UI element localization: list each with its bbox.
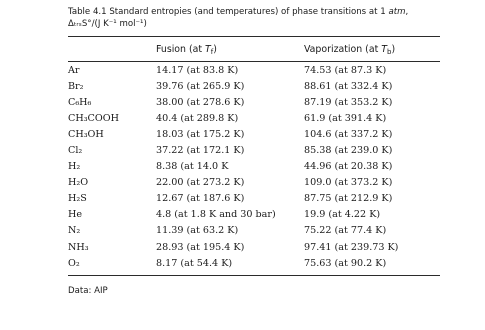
fusion-cell: 39.76 (at 265.9 K) [156, 80, 245, 92]
header-row [68, 37, 440, 56]
caption-prefix: Table 4.1 Standard entropies (and temperatures) of phase transitions at 1 [68, 7, 386, 17]
fusion-cell: 4.8 (at 1.8 K and 30 bar) [156, 209, 276, 221]
fusion-cell: 8.38 (at 14.0 K [156, 161, 229, 173]
header-vap-t: T [381, 43, 387, 55]
vaporization-cell: 75.22 (at 77.4 K) [304, 225, 387, 237]
fusion-cell: 8.17 (at 54.4 K) [156, 257, 233, 269]
substance-cell: CH₃COOH [68, 112, 119, 124]
table-row [68, 207, 440, 223]
substance-cell: He [68, 209, 83, 221]
header-fusion [156, 37, 304, 56]
header-vap-sub: b [386, 47, 392, 56]
header-fusion-sub: f [210, 47, 214, 56]
fusion-cell: 14.17 (at 83.8 K) [156, 64, 239, 76]
data-source-note: Data: AIP [68, 286, 108, 297]
header-vap-end: ) [391, 43, 396, 55]
table-caption-line-2: ΔₜᵣₛS°/(J K⁻¹ mol⁻¹) [68, 19, 147, 29]
caption-unit: atm [388, 7, 406, 17]
table-caption-line-1 [68, 6, 440, 18]
caption-end: , [405, 7, 409, 17]
substance-cell: CH₃OH [68, 128, 104, 140]
table-row [68, 175, 440, 191]
fusion-cell: 38.00 (at 278.6 K) [156, 96, 245, 108]
substance-cell: Ar [68, 64, 80, 76]
entropy-table-body [68, 62, 440, 271]
vaporization-cell: 74.53 (at 87.3 K) [304, 64, 387, 76]
vaporization-cell: 109.0 (at 373.2 K) [304, 177, 393, 189]
substance-cell: N₂ [68, 225, 81, 237]
table-row [68, 94, 440, 110]
fusion-cell: 40.4 (at 289.8 K) [156, 112, 239, 124]
vaporization-cell: 19.9 (at 4.22 K) [304, 209, 381, 221]
table-row [68, 255, 440, 271]
fusion-cell: 22.00 (at 273.2 K) [156, 177, 245, 189]
table-row [68, 159, 440, 175]
entropy-table [68, 37, 440, 56]
header-vap-text: Vaporization (at [304, 43, 382, 55]
vaporization-cell: 61.9 (at 391.4 K) [304, 112, 387, 124]
fusion-cell: 12.67 (at 187.6 K) [156, 193, 245, 205]
substance-cell: Br₂ [68, 80, 84, 92]
vaporization-cell: 85.38 (at 239.0 K) [304, 145, 393, 157]
table-row [68, 110, 440, 126]
table-body [68, 62, 440, 271]
table-row [68, 239, 440, 255]
table-row [68, 78, 440, 94]
vaporization-cell: 97.41 (at 239.73 K) [304, 241, 399, 253]
vaporization-cell: 87.19 (at 353.2 K) [304, 96, 393, 108]
vaporization-cell: 87.75 (at 212.9 K) [304, 193, 393, 205]
vaporization-cell: 104.6 (at 337.2 K) [304, 128, 393, 140]
table-document [68, 6, 440, 296]
fusion-cell: 28.93 (at 195.4 K) [156, 241, 245, 253]
table-row [68, 223, 440, 239]
table-row [68, 191, 440, 207]
vaporization-cell: 88.61 (at 332.4 K) [304, 80, 393, 92]
bottom-rule [68, 275, 440, 276]
substance-cell: H₂S [68, 193, 87, 205]
header-substance [68, 37, 156, 56]
substance-cell: Cl₂ [68, 145, 83, 157]
table-row [68, 142, 440, 158]
table-row [68, 62, 440, 78]
fusion-cell: 11.39 (at 63.2 K) [156, 225, 239, 237]
fusion-cell: 37.22 (at 172.1 K) [156, 145, 245, 157]
header-vaporization [304, 37, 440, 56]
table-row [68, 126, 440, 142]
substance-cell: C₆H₆ [68, 96, 92, 108]
header-fusion-end: ) [213, 43, 217, 55]
header-fusion-t: T [205, 43, 211, 55]
substance-cell: O₂ [68, 257, 80, 269]
substance-cell: H₂ [68, 161, 81, 173]
substance-cell: H₂O [68, 177, 89, 189]
fusion-cell: 18.03 (at 175.2 K) [156, 128, 245, 140]
vaporization-cell: 75.63 (at 90.2 K) [304, 257, 387, 269]
substance-cell: NH₃ [68, 241, 89, 253]
vaporization-cell: 44.96 (at 20.38 K) [304, 161, 393, 173]
header-fusion-text: Fusion (at [156, 43, 206, 55]
